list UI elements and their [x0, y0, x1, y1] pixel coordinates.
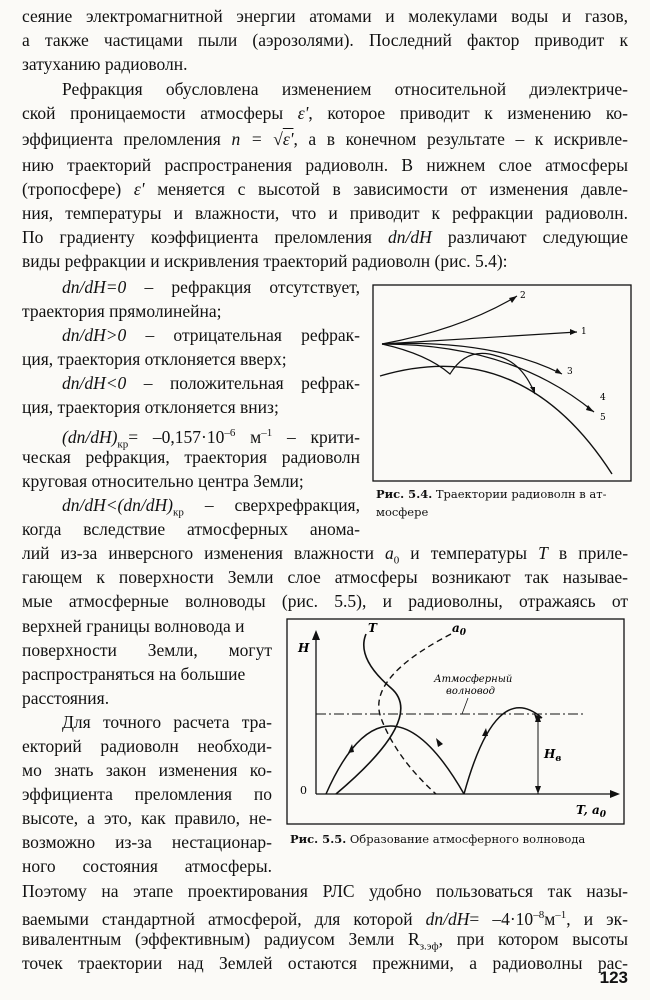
figure-5-5-caption: Рис. 5.5. Образование атмосферного волновода	[290, 832, 586, 846]
label-T: T	[368, 621, 377, 635]
curve-label: 5	[600, 413, 606, 423]
text-line: ция, траектория отклоняется вверх;	[22, 349, 287, 369]
curve-label: 4	[600, 393, 606, 403]
text-line: когда вследствие атмосферных анома-	[22, 519, 360, 539]
text-line: а также частицами пыли (аэрозолями). Последний фактор приводит к	[22, 30, 628, 50]
text-line: эффициента преломления n = √ε', а в конечном результате – к искривле-	[22, 129, 629, 149]
text-line: сеяние электромагнитной энергии атомами и молекулами воды и газов,	[22, 6, 628, 26]
page-number: 123	[599, 968, 628, 987]
figure-5-5	[286, 618, 631, 828]
text-line: верхней границы волновода и	[22, 616, 245, 636]
text-line: точек траектории над Землей остаются прежними, а радиоволны рас-	[22, 953, 628, 973]
text-line: dn/dH>0 – отрицательная рефрак-	[62, 325, 361, 345]
curve-label: 3	[567, 367, 573, 377]
text-line: эффициента преломления по	[22, 784, 272, 804]
text-line: мые атмосферные волноводы (рис. 5.5), и радиоволны, отражаясь от	[22, 591, 628, 611]
text-line: возможно из-за нестационар-	[22, 832, 272, 852]
text-line: ция, траектория отклоняется вниз;	[22, 397, 279, 417]
text-line: гающем к поверхности Земли слое атмосферы возникают так называе-	[22, 567, 628, 587]
label-a0: $a_0$	[452, 621, 467, 638]
text-line: высоте, а это, как правило, не-	[22, 808, 272, 828]
origin-label: 0	[300, 784, 307, 797]
waveguide-label: волновод	[446, 686, 495, 697]
text-line: нию траекторий распространения радиоволн. В нижнем слое атмосферы	[22, 155, 628, 175]
text-line: $dn/dH<(dn/dH)_{кр}$ – сверхрефракция,	[62, 495, 360, 519]
text-line: (тропосфере) ε' меняется с высотой в зависимости от изменения давле-	[22, 179, 629, 199]
text-line: Для точного расчета тра-	[62, 712, 272, 732]
text-line: расстояния.	[22, 688, 110, 708]
text-line: круговая относительно центра Земли;	[22, 471, 304, 491]
refractive-index-formula: n = √ε'	[231, 129, 294, 149]
trajectory-4	[382, 344, 535, 394]
text-line: dn/dH<0 – положительная рефрак-	[62, 373, 360, 393]
text-line: вивалентным (эффективным) радиусом Земли $R_{з.эф}$, при котором высоты	[22, 929, 628, 953]
text-line: По градиенту коэффициента преломления dn/dH различают следующие	[22, 227, 629, 247]
height-label: $H_в$	[544, 747, 562, 764]
text-line: ской проницаемости атмосферы ε', которое приводит к изменению ко-	[22, 103, 629, 123]
figure-5-4-caption: Рис. 5.4. Траектории радиоволн в ат- мосфере	[376, 487, 607, 519]
text-line: ного состояния атмосферы.	[22, 856, 272, 876]
axis-x-label: T, $a_0$	[576, 803, 607, 820]
text-line: ческая рефракция, траектория радиоволн	[22, 447, 360, 467]
epsilon-symbol: ε'	[297, 103, 309, 123]
figure-5-4	[372, 284, 637, 484]
earth-surface	[380, 366, 612, 474]
text-line: ния, температуры и влажности, что и приводит к рефракции радиоволн.	[22, 203, 628, 223]
text-line: траектория прямолинейна;	[22, 301, 222, 321]
waveguide-label: Атмосферный	[434, 674, 513, 685]
text-line: затуханию радиоволн.	[22, 54, 188, 74]
curve-label: 1	[581, 327, 587, 337]
text-line: ваемыми стандартной атмосферой, для которой $dn/dH= -4\cdot 10^{-8}м^{-1}$, и эк-	[22, 908, 628, 929]
text-line: Рефракция обусловлена изменением относительной диэлектриче-	[62, 79, 628, 99]
axis-y-label: H	[298, 641, 310, 655]
text-line: виды рефракции и искривления траекторий радиоволн (рис. 5.4):	[22, 251, 508, 271]
text-line: лий из-за инверсного изменения влажности $a_0$ и температуры T в приле-	[22, 543, 629, 567]
text-line: мо знать закон изменения ко-	[22, 760, 272, 780]
text-line: $(dn/dH)_{кр}= -0,157\cdot 10^{-6}$ $м^{-1}$ – крити-	[62, 426, 361, 451]
wave-trajectory	[464, 708, 542, 794]
text-line: поверхности Земли, могут	[22, 640, 272, 660]
curve-label: 2	[520, 291, 526, 301]
text-line: Поэтому на этапе проектирования РЛС удобно пользоваться так назы-	[22, 881, 628, 901]
text-line: распространяться на большие	[22, 664, 246, 684]
text-line: екторий радиоволн необходи-	[22, 736, 272, 756]
text-line: dn/dH=0 – рефракция отсутствует,	[62, 277, 360, 297]
